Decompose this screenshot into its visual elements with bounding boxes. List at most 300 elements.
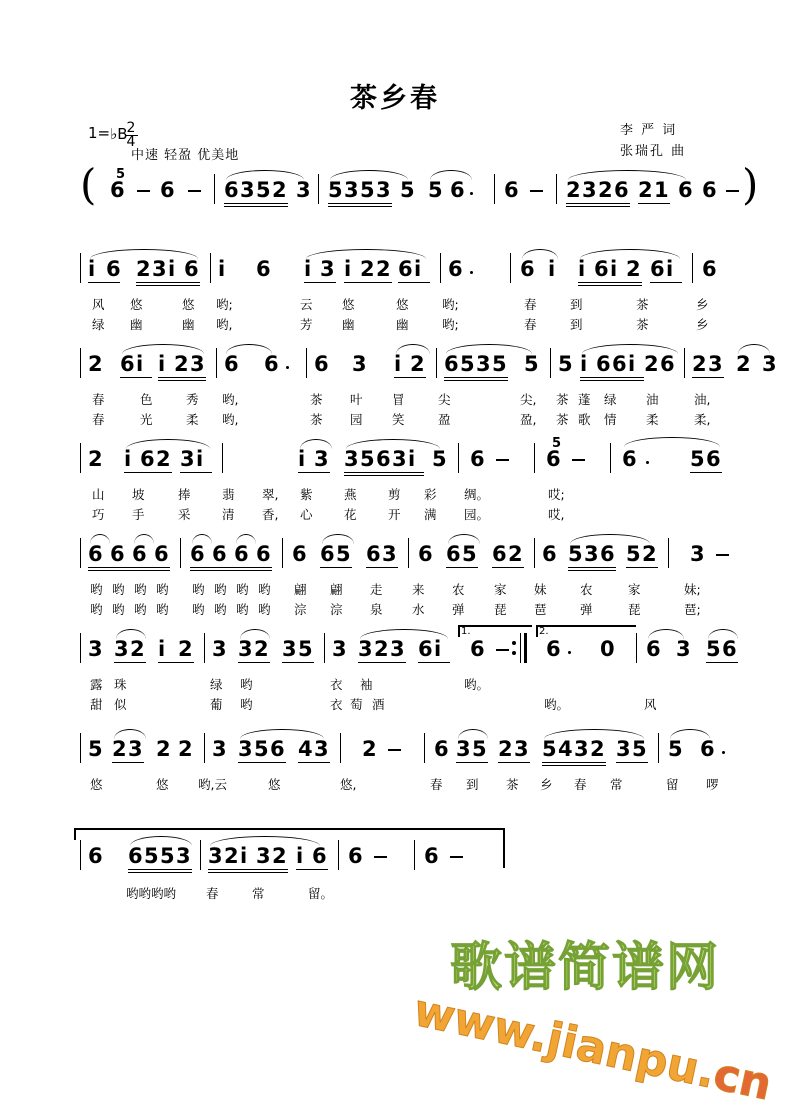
note: 6 [700,737,715,761]
slur [122,344,204,354]
sustain-dash [450,856,463,858]
beam [304,282,336,283]
slur [116,629,146,639]
beam [446,567,478,568]
note: 6 [88,542,103,566]
sustain-dash [188,190,201,192]
note: 6 [434,737,449,761]
barline [436,348,437,378]
note: 2 [178,737,193,761]
slur [240,729,324,739]
barline [408,538,409,568]
note: i [344,257,352,281]
note: i [298,447,306,471]
slur [570,534,650,544]
beam [568,567,616,568]
note: 6 [444,352,459,376]
note: i [610,257,618,281]
barline [306,348,307,378]
beam [208,872,288,873]
barline [692,253,693,283]
slur [90,534,110,544]
sustain-dash [530,190,543,192]
note: 6 [292,542,307,566]
note: 3 [616,737,631,761]
beam [492,567,524,568]
augmentation-dot [470,271,473,274]
note: 6 [110,542,125,566]
note: 3 [382,542,397,566]
note: i [548,257,556,281]
note: i [240,844,248,868]
note: 2 [88,447,103,471]
volta-2-label: 2. [539,626,549,637]
beam [158,377,206,378]
note: i [578,257,586,281]
augmentation-dot [722,751,725,754]
barline [668,538,669,568]
note: 6 [470,447,485,471]
sustain-dash [716,554,729,556]
note: i [580,352,588,376]
note: 2 [498,737,513,761]
note: 3 [296,178,311,202]
note: 3 [708,352,723,376]
beam [358,662,406,663]
beam [444,380,508,381]
barline [80,840,81,870]
note: 6 [614,178,629,202]
note: 5 [360,178,375,202]
note: 3 [208,844,223,868]
barline [414,840,415,870]
note: i [218,257,226,281]
note: 5 [472,737,487,761]
note: 2 [178,637,193,661]
music-system-1: i 6 2 3 i 6 i 6 i 3 i 2 2 6 i 6 6 i i 6 i 2 6 i 6 风 悠 悠 哟; 云 悠 悠 哟; 春 到 茶 乡 绿 幽 幽 哟, 芳 幽 幽 哟; 春 到 茶 乡 [0,245,790,331]
beam [128,869,192,870]
music-system-2: 2 6 i i 2 3 6 6 6 3 i 2 6 5 3 5 5 5 i 6 6 i 2 6 2 3 2 3 春 色 秀 哟, 茶 叶 冒 尖 尖, 茶 蓬 绿 油 油, 春 光 柔 哟, 茶 园 笑 盈 盈, 茶 歌 情 柔 柔, [0,340,790,426]
slur [134,534,154,544]
note: 6 [546,447,561,471]
note: 2 [112,737,127,761]
note: 6 [106,257,121,281]
barline [324,633,325,663]
note: 5 [542,737,557,761]
beam [158,662,194,663]
augmentation-dot [568,651,571,654]
slur [458,729,488,739]
beam [158,380,206,381]
watermark-url-main: www.jianpu. [409,985,720,1099]
note: 3 [240,178,255,202]
beam [224,206,288,207]
note: 6 [314,352,329,376]
note: 3 [88,637,103,661]
note: 4 [558,737,573,761]
beam [180,472,212,473]
note: 3 [128,737,143,761]
beam [626,567,658,568]
phrase-bracket-tick-right [503,828,505,868]
beam [398,282,430,283]
note: 6 [132,542,147,566]
volta-2-bracket-tick [536,625,538,637]
volta-1-label: 1. [461,626,471,637]
note: 3 [344,178,359,202]
beam [128,872,192,873]
slur [300,439,332,449]
note: 5 [298,637,313,661]
time-signature-denominator: 4 [126,134,136,150]
note: 5 [88,737,103,761]
note: 5 [626,542,641,566]
note: 5 [568,542,583,566]
note: 5 [160,844,175,868]
barline [458,443,459,473]
note: i [414,257,422,281]
note: 3 [392,447,407,471]
slur [210,836,320,846]
augmentation-dot [470,192,473,195]
barline [80,348,81,378]
barline [338,840,339,870]
barline [340,733,341,763]
note: 3 [238,637,253,661]
slur [580,249,680,259]
note: 2 [642,542,657,566]
note: 5 [254,737,269,761]
sustain-dash [388,749,401,751]
key-signature [88,124,128,142]
music-system-5: 3 3 2 i 2 3 3 2 3 5 3 3 2 3 6 i 1. 6 2. 6 0 6 3 5 6 露 珠 绿 哟 衣 袖 哟。 甜 似 葡 哟 衣 萄 酒 哟。 风 [0,625,790,715]
slur [430,170,472,180]
beam [282,662,314,663]
note: 2 [174,352,189,376]
note: i [136,352,144,376]
beam [394,377,426,378]
barline [80,733,81,763]
slur [130,836,192,846]
note: 2 [692,352,707,376]
beam [120,377,152,378]
music-system-intro [0,160,790,218]
note: 3 [344,447,359,471]
beam [328,203,392,204]
note: 6 [128,844,143,868]
key-signature-label: 1= [88,124,111,142]
watermark-url [409,985,776,1111]
sustain-dash [374,856,387,858]
note: 6 [660,352,675,376]
note: 1 [654,178,669,202]
barline [550,348,551,378]
note: 6 [520,257,535,281]
note: 2 [566,178,581,202]
beam [616,762,648,763]
slur [670,729,710,739]
beam [88,567,170,568]
note: 5 [460,352,475,376]
beam [690,472,722,473]
note: 6 [224,178,239,202]
note: i [158,352,166,376]
note: 3 [676,637,691,661]
augmentation-dot [286,366,289,369]
note: 5 [632,737,647,761]
note: 5 [256,178,271,202]
note: 5 [492,352,507,376]
volta-1-bracket-tick [458,625,460,637]
note: 2 [598,178,613,202]
note: 3 [282,637,297,661]
barline [282,538,283,568]
intro-open-paren: ( [80,160,97,209]
note: 6 [702,178,717,202]
grace-note: 5 [116,167,126,182]
note: 5 [462,542,477,566]
sustain-dash [496,459,509,461]
note: 5 [428,178,443,202]
note: 3 [256,844,271,868]
note: 6 [492,542,507,566]
note: 2 [644,352,659,376]
phrase-bracket-tick-left [74,828,76,840]
beam [344,475,424,476]
note: 6 [546,637,561,661]
note: i [196,447,204,471]
note: 3 [190,352,205,376]
note: 3 [152,257,167,281]
barline [80,253,81,283]
note: 3 [514,737,529,761]
barline [214,174,215,204]
beam [320,567,352,568]
note: 2 [376,257,391,281]
beam [566,206,630,207]
note: 6 [418,542,433,566]
barline [200,840,201,870]
note: 5 [336,542,351,566]
phrase-bracket [74,828,504,830]
note: 2 [410,352,425,376]
note: 6 [448,257,463,281]
note: 2 [254,637,269,661]
beam [418,662,450,663]
note: 2 [272,178,287,202]
note: 3 [690,542,705,566]
note: 4 [298,737,313,761]
slur [582,344,678,354]
slur [346,439,440,449]
note: 6 [450,178,465,202]
note: 2 [224,844,239,868]
barline [510,253,511,283]
note: 2 [508,542,523,566]
beam [136,282,200,283]
beam [344,472,424,473]
note: 2 [736,352,751,376]
sustain-dash [137,190,150,192]
beam [580,380,644,381]
slur [448,534,480,544]
note: 2 [88,352,103,376]
barline [440,253,441,283]
barline [684,348,685,378]
note: i [168,257,176,281]
watermark-chinese: 歌谱简谱网 [450,938,721,998]
sustain-dash [726,190,739,192]
note: 3 [212,737,227,761]
barline [204,733,205,763]
note: 6 [190,542,205,566]
note: 2 [360,257,375,281]
sustain-dash [572,459,585,461]
beam [498,762,530,763]
beam [580,377,644,378]
note: 2 [156,737,171,761]
note: 5 [706,637,721,661]
note: 6 [224,352,239,376]
slur [544,729,644,739]
note: 2 [590,737,605,761]
slur [306,249,426,259]
beam [692,377,724,378]
augmentation-dot [646,461,649,464]
note: 3 [582,178,597,202]
slur [322,534,354,544]
note: i [434,637,442,661]
beam [650,282,682,283]
barline [216,348,217,378]
note: i [296,844,304,868]
note: 6 [88,844,103,868]
note: 3 [114,637,129,661]
note: 6 [256,257,271,281]
beam [190,570,272,571]
note: i [666,257,674,281]
note: 3 [762,352,777,376]
barline [80,538,81,568]
note: i [124,447,132,471]
note: 6 [594,257,609,281]
slur [624,437,720,447]
volta-2-bracket [536,625,636,627]
grace-note: 5 [552,436,562,451]
note: 3 [238,737,253,761]
note: 3 [456,737,471,761]
slur [568,170,686,180]
slur [330,170,408,180]
note: 5 [432,447,447,471]
note: 3 [314,737,329,761]
note: 6 [612,352,627,376]
beam [328,206,392,207]
slur [360,629,448,639]
beam [296,869,328,870]
slur [236,534,256,544]
barline [210,253,211,283]
beam [112,762,144,763]
slur [522,249,558,259]
note: 6 [678,178,693,202]
barline [204,633,205,663]
note: 6 [270,737,285,761]
note: 2 [272,844,287,868]
note: 6 [596,352,611,376]
key-signature-value: ♭B [110,125,128,143]
beam [224,203,288,204]
note: 3 [212,637,227,661]
music-system-6: 5 2 3 2 2 3 3 5 6 4 3 2 6 3 5 2 3 5 4 3 2 3 5 5 6 悠 悠 哟,云 悠 悠, 春 到 茶 乡 春 常 留 啰 [0,725,790,803]
note: 6 [110,178,125,202]
beam [638,203,670,204]
note: 3 [358,637,373,661]
slur [738,344,770,354]
note: 6 [398,257,413,281]
lyricist: 李 严 词 [620,123,678,138]
note: 6 [418,637,433,661]
beam [542,762,606,763]
note: 5 [360,447,375,471]
note: i [408,447,416,471]
beam [578,282,642,283]
beam [542,765,606,766]
slur [226,344,272,354]
note: 3 [476,352,491,376]
barline [534,443,535,473]
slur [708,629,738,639]
note: i [394,352,402,376]
barline [556,174,557,204]
note: 3 [314,447,329,471]
slur [226,170,304,180]
note: 5 [690,447,705,471]
note: 2 [130,637,145,661]
note: 2 [362,737,377,761]
note: 6 [600,542,615,566]
note: 3 [574,737,589,761]
beam [706,662,738,663]
beam [124,472,172,473]
note: 6 [722,637,737,661]
beam [88,570,170,571]
note: 5 [668,737,683,761]
note: 5 [144,844,159,868]
note: 6 [504,178,519,202]
sustain-dash [496,649,509,651]
note: 5 [328,178,343,202]
note: 6 [120,352,135,376]
beam [238,662,270,663]
rest: 0 [600,637,615,661]
note: 6 [264,352,279,376]
barline [80,443,81,473]
slur [446,344,532,354]
note: i [88,257,96,281]
note: 6 [650,257,665,281]
tempo-marking: 中速 轻盈 优美地 [131,148,240,163]
note: 6 [646,637,661,661]
beam [208,869,288,870]
beam [298,472,330,473]
slur [240,629,270,639]
beam [114,662,146,663]
beam [366,567,398,568]
note: 6 [140,447,155,471]
note: 6 [154,542,169,566]
barline [534,538,535,568]
